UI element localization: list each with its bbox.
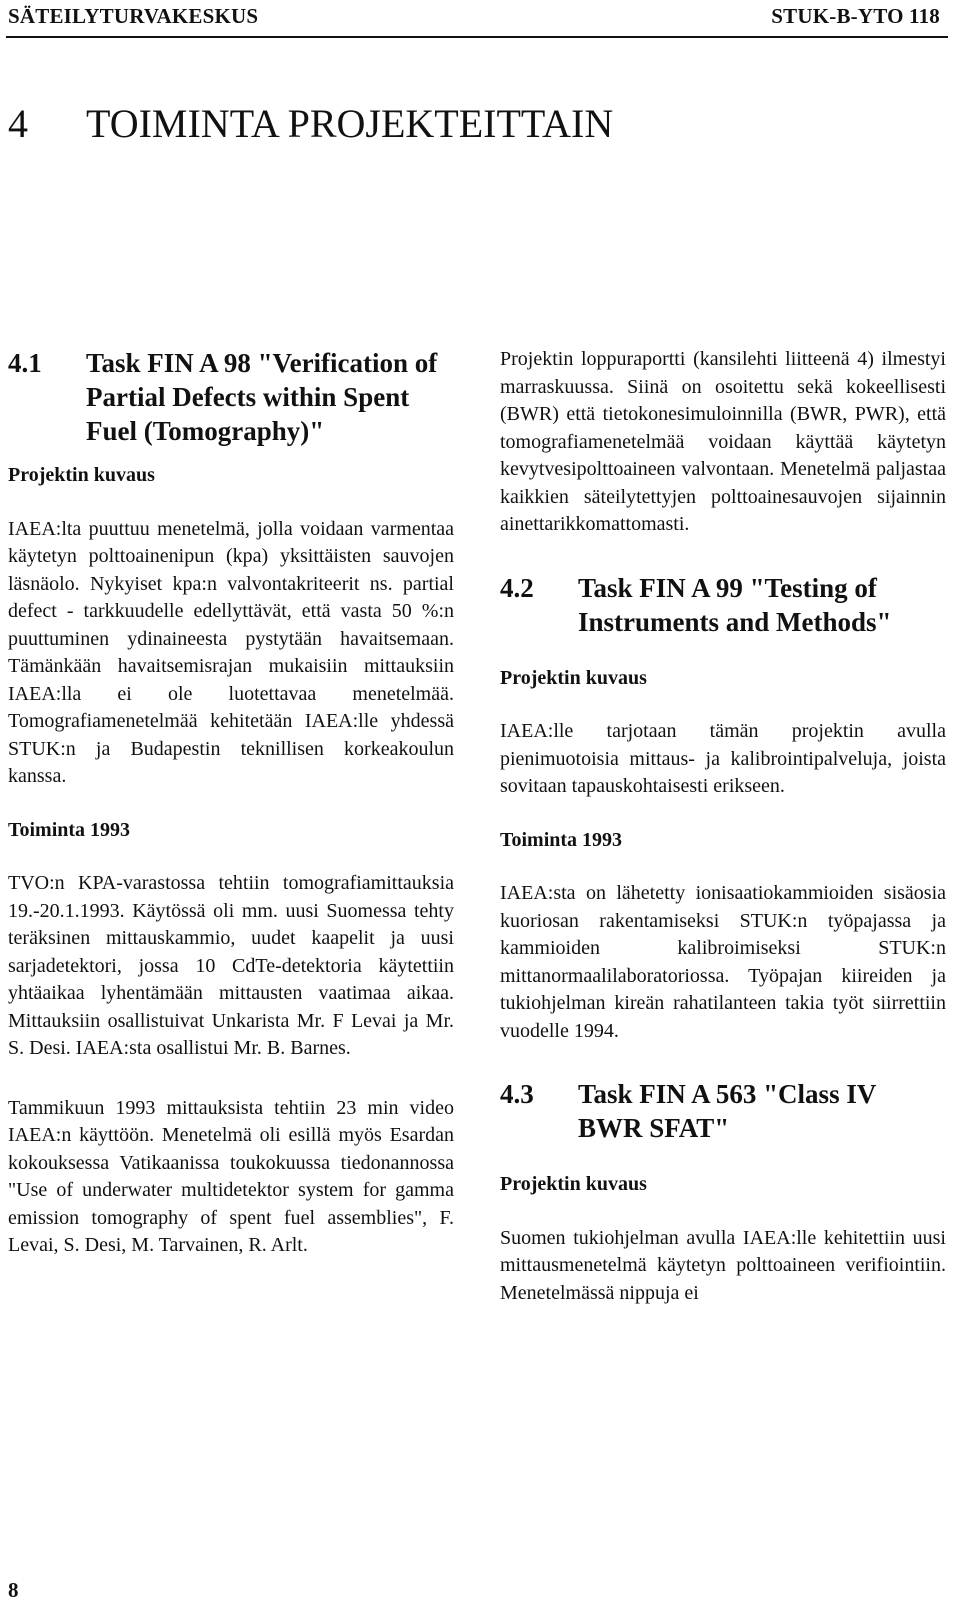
chapter-title [8, 100, 613, 147]
section-description: Suomen tukiohjelman avulla IAEA:lle kehitettiin uusi mittausmenetelmä käytetyn polttoaineen verifiointiin. Menetelmässä nippuja ei [500, 1226, 946, 1304]
section-heading-4-1 [8, 346, 454, 448]
subheading-description: Projektin kuvaus [8, 464, 155, 486]
section-number: 4.1 [8, 348, 42, 378]
activity-paragraph: IAEA:sta on lähetetty ionisaatiokammioiden sisäosia kuoriosan rakentamiseksi STUK:n työpajassa ja kammioiden kalibroimiseksi STUK:n mittanormaalilaboratoriossa. Työpajan kiireiden ja tukiohjelman kireän rahatilanteen takia työt siirrettiin vuodelle 1994. [500, 882, 946, 1042]
section-description: IAEA:lle tarjotaan tämän projektin avulla pienimuotoisia mittaus- ja kalibrointipalveluja, joista sovitaan tapauskohtaisesti erikseen. [500, 720, 946, 797]
section-title: Task FIN A 563 "Class IV BWR SFAT" [578, 1079, 876, 1143]
section-heading-4-2 [500, 571, 946, 639]
activity-paragraph: TVO:n KPA-varastossa tehtiin tomografiamittauksia 19.-20.1.1993. Käytössä oli mm. uusi Suomessa tehty teräksinen mittauskammio, uudet kaapelit ja uusi sarjadetektori, jossa 10 CdTe-detektoria käytettiin yhtäaikaa lyhentämään mittausten vaatimaa aikaa. Mittauksiin osallistuivat Unkarista Mr. F Levai ja Mr. S. Desi. IAEA:sta osallistui Mr. B. Barnes. [8, 872, 454, 1059]
header-rule [6, 36, 948, 38]
header-organization: SÄTEILYTURVAKESKUS [8, 4, 259, 28]
subheading-activity: Toiminta 1993 [500, 828, 623, 851]
subheading-activity: Toiminta 1993 [8, 818, 131, 841]
subheading-description: Projektin kuvaus [500, 1173, 647, 1195]
page-number: 8 [8, 1578, 19, 1602]
chapter-title-text: TOIMINTA PROJEKTEITTAIN [86, 101, 614, 146]
activity-paragraph: Projektin loppuraportti (kansilehti liitteenä 4) ilmestyi marraskuussa. Siinä on osoitettu sekä kokeellisesti (BWR) että tietokonesimuloinnilla (BWR, PWR), että tomografiamenetelmää voidaan käyttää käytetyn kevytvesipolttoaineen valvontaan. Menetelmä paljastaa kaikkien säteilytettyjen polttoainesauvojen sijainnin ainettarikkomattomasti. [500, 348, 946, 535]
section-heading-4-3 [500, 1077, 946, 1145]
chapter-number: 4 [8, 101, 28, 146]
right-column [500, 346, 946, 1307]
header-report-id: STUK-B-YTO 118 [771, 4, 940, 28]
section-title: Task FIN A 99 "Testing of Instruments and Methods" [578, 572, 892, 637]
running-header [8, 4, 940, 29]
section-title: Task FIN A 98 "Verification of Partial Defects within Spent Fuel (Tomography)" [86, 348, 438, 446]
left-column [8, 346, 454, 1260]
section-number: 4.2 [500, 572, 534, 603]
activity-paragraph: Tammikuun 1993 mittauksista tehtiin 23 min video IAEA:n käyttöön. Menetelmä oli esillä myös Esardan kokouksessa Vatikaanissa toukokuussa tiedonannossa "Use of underwater multidetektor system for gamma emission tomography of spent fuel assemblies", F. Levai, S. Desi, M. Tarvainen, R. Arlt. [8, 1096, 454, 1256]
subheading-description: Projektin kuvaus [500, 666, 647, 689]
section-number: 4.3 [500, 1079, 534, 1109]
section-description: IAEA:lta puuttuu menetelmä, jolla voidaan varmentaa käytetyn polttoainenipun (kpa) yksittäisten sauvojen läsnäolo. Nykyiset kpa:n valvontakriteerit ns. partial defect - tarkkuudelle edellyttävät, että vasta 50 %:n puuttuminen ydinaineesta pystytään havaitsemaan. Tämänkään havaitsemisrajan mukaisiin mittauksiin IAEA:lla ei ole luotettavaa menetelmää. Tomografiamenetelmää kehitetään IAEA:lle yhdessä STUK:n ja Budapestin teknillisen korkeakoulun kanssa. [8, 517, 454, 787]
